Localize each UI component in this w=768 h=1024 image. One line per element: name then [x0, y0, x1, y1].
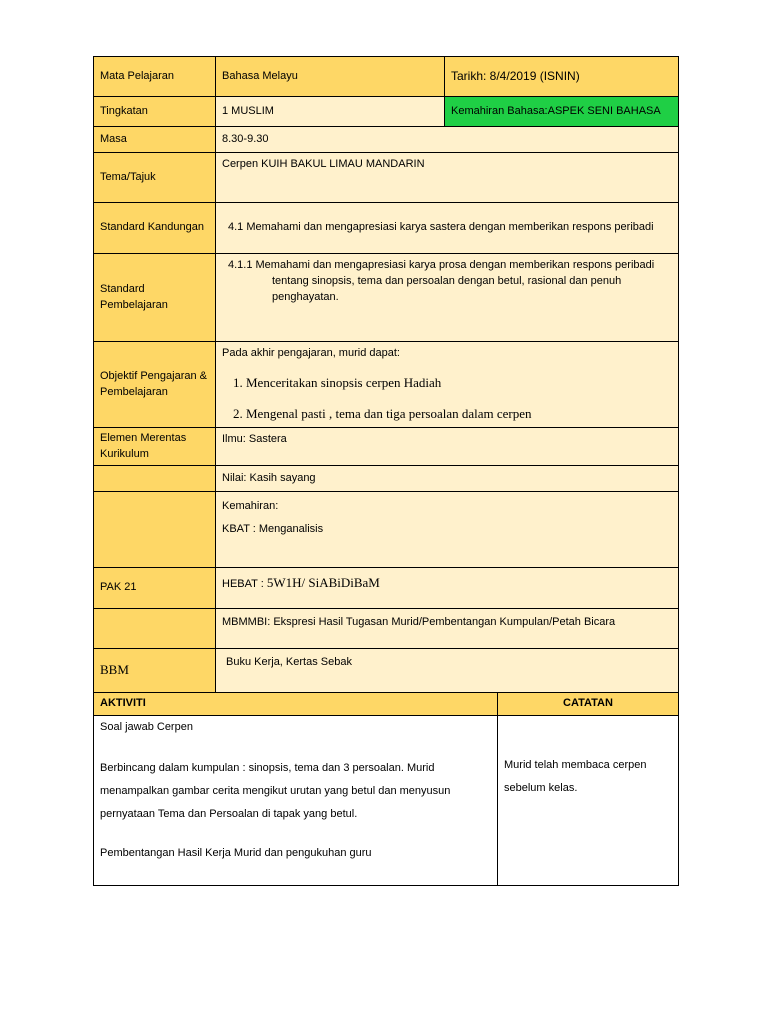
empty-label [94, 609, 216, 649]
activity-table [93, 692, 679, 886]
notes-value: Murid telah membaca cerpen sebelum kelas. [504, 759, 647, 794]
row-kemahiran [94, 492, 679, 568]
row-standard-kandungan [94, 203, 679, 254]
row-mata-pelajaran [94, 57, 679, 97]
kbat-value: KBAT : Menganalisis [222, 522, 324, 535]
kemahiran-label: Kemahiran: [222, 500, 279, 512]
subject-value: Bahasa Melayu [216, 57, 445, 97]
row-pak21 [94, 568, 679, 609]
activity-line: Pembentangan Hasil Kerja Murid dan pengukuhan guru [100, 847, 372, 859]
row-tingkatan [94, 97, 679, 127]
label-tema: Tema/Tajuk [94, 153, 216, 203]
objektif-item: 1. Menceritakan sinopsis cerpen Hadiah [246, 374, 672, 393]
masa-value: 8.30-9.30 [216, 127, 679, 153]
nilai-value: Nilai: Kasih sayang [216, 466, 679, 492]
objektif-list [222, 374, 672, 424]
activity-line: Soal jawab Cerpen [100, 721, 193, 733]
label-standard-pembelajaran: Standard Pembelajaran [94, 254, 216, 342]
row-nilai [94, 466, 679, 492]
row-standard-pembelajaran [94, 254, 679, 342]
tema-value: Cerpen KUIH BAKUL LIMAU MANDARIN [216, 153, 679, 203]
row-tema [94, 153, 679, 203]
row-objektif [94, 342, 679, 428]
skill-value: Kemahiran Bahasa:ASPEK SENI BAHASA [445, 97, 679, 127]
lesson-plan [93, 56, 678, 886]
hebat-value: 5W1H/ SiABiDiBaM [266, 575, 380, 590]
empty-label [94, 492, 216, 568]
bbm-value: Buku Kerja, Kertas Sebak [216, 649, 679, 693]
label-standard-kandungan: Standard Kandungan [94, 203, 216, 254]
row-mbmmbi [94, 609, 679, 649]
date-value: Tarikh: 8/4/2019 (ISNIN) [445, 57, 679, 97]
label-objektif: Objektif Pengajaran & Pembelajaran [94, 342, 216, 428]
tingkatan-value: 1 MUSLIM [216, 97, 445, 127]
activity-body-row [94, 716, 679, 886]
label-bbm: BBM [94, 649, 216, 693]
label-tingkatan: Tingkatan [94, 97, 216, 127]
activity-line: Berbincang dalam kumpulan : sinopsis, tema dan 3 persoalan. Murid menampalkan gambar cerita mengikut urutan yang betul dan menyusun pernyataan Tema dan Persoalan di tapak yang betul. [100, 762, 451, 820]
notes-header: CATATAN [498, 693, 679, 716]
mbmmbi-value: MBMMBI: Ekspresi Hasil Tugasan Murid/Pembentangan Kumpulan/Petah Bicara [216, 609, 679, 649]
standard-kandungan-value: 4.1 Memahami dan mengapresiasi karya sastera dengan memberikan respons peribadi [228, 221, 654, 234]
standard-pembelajaran-value: 4.1.1 Memahami dan mengapresiasi karya prosa dengan memberikan respons peribadi tentang sinopsis, tema dan persoalan dengan betul, rasional dan penuh penghayatan. [228, 259, 655, 303]
ilmu-value: Ilmu: Sastera [216, 428, 679, 466]
hebat-prefix: HEBAT : [222, 578, 267, 590]
lesson-plan-table [93, 56, 679, 693]
row-masa [94, 127, 679, 153]
row-bbm [94, 649, 679, 693]
empty-label [94, 466, 216, 492]
label-masa: Masa [94, 127, 216, 153]
label-elemen-merentas: Elemen Merentas Kurikulum [94, 428, 216, 466]
row-elemen-merentas [94, 428, 679, 466]
label-pak21: PAK 21 [94, 568, 216, 609]
objektif-item: 2. Mengenal pasti , tema dan tiga persoalan dalam cerpen [246, 405, 672, 424]
activity-header-row [94, 693, 679, 716]
objektif-intro: Pada akhir pengajaran, murid dapat: [222, 347, 400, 359]
label-mata-pelajaran: Mata Pelajaran [94, 57, 216, 97]
activity-header: AKTIVITI [94, 693, 498, 716]
